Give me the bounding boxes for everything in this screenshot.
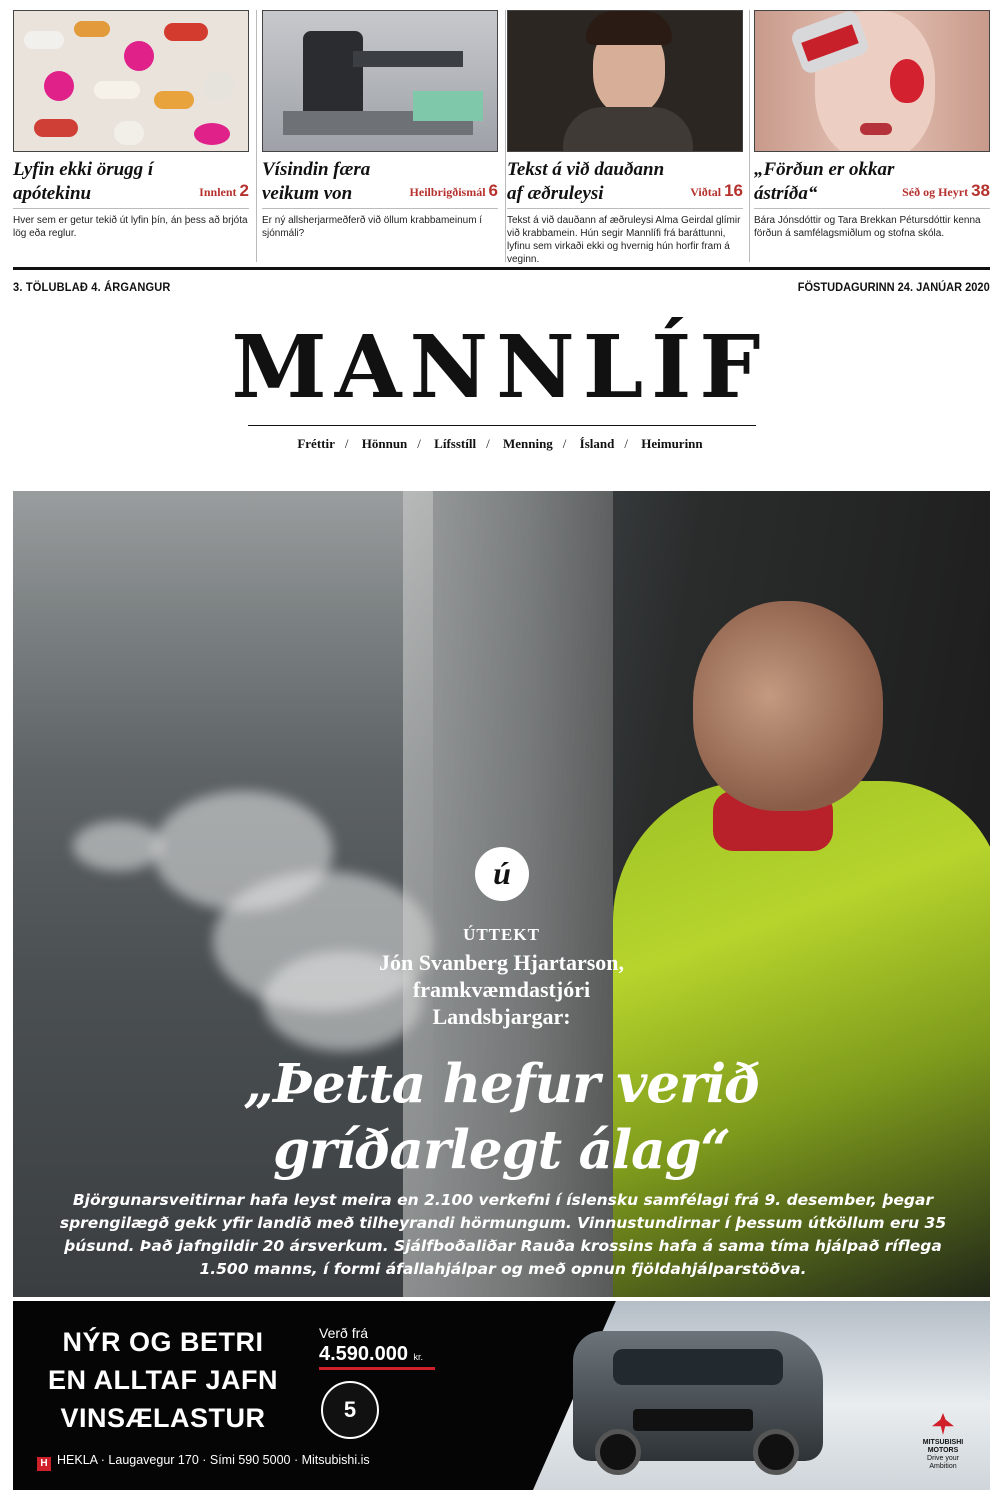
teaser-description: Tekst á við dauðann af æðruleysi Alma Geirdal glímir við krabbamein. Hún segir Mannlífi frá baráttunni, lyfinu sem virkaði ekki og hvernig hún horfir fram á veginn. — [507, 215, 741, 265]
teaser-headline: „Förðun er okkar ástríða“ Séð og Heyrt 38 — [754, 159, 990, 204]
car-advertisement[interactable] — [13, 1301, 990, 1490]
nav-item-lifsstill[interactable]: Lífsstíll — [434, 436, 477, 451]
teaser-description: Bára Jónsdóttir og Tara Brekkan Pétursdóttir kenna förðun á samfélagsmiðlum og stofna skóla. — [754, 215, 981, 239]
teaser-image-portrait — [507, 10, 743, 152]
ad-headline: NÝR OG BETRI EN ALLTAF JAFN VINSÆLASTUR — [48, 1327, 278, 1433]
hekla-logo-icon: H — [37, 1457, 51, 1471]
teaser-category: Innlent 2 — [199, 181, 249, 200]
teaser-category: Séð og Heyrt 38 — [902, 181, 990, 200]
teaser-headline: Vísindin færa veikum von Heilbrigðismál 6 — [262, 159, 498, 204]
masthead-rule — [13, 267, 990, 270]
story-kicker: ÚTTEKT — [463, 925, 540, 944]
teaser-interview[interactable] — [507, 10, 743, 265]
logo-rule — [248, 425, 756, 426]
teaser-description: Er ný allsherjarmeðferð við öllum krabbameinum í sjónmáli? — [262, 215, 483, 239]
teaser-page-number: 6 — [488, 181, 498, 200]
teaser-page-number: 2 — [239, 181, 249, 200]
teaser-image-microscope — [262, 10, 498, 152]
teaser-page-number: 16 — [724, 181, 743, 200]
mitsubishi-diamond-icon — [932, 1413, 954, 1435]
teaser-headline: Tekst á við dauðann af æðruleysi Viðtal 16 — [507, 159, 743, 204]
logo: MANNLÍF — [231, 317, 769, 418]
teaser-makeup[interactable] — [754, 10, 990, 262]
teaser-category: Viðtal 16 — [690, 181, 743, 200]
teaser-row — [13, 10, 990, 265]
warranty-badge: 5 — [321, 1381, 379, 1439]
teaser-pharmacy[interactable] — [13, 10, 249, 262]
price-label: Verð frá — [319, 1325, 369, 1341]
teaser-headline: Lyfin ekki örugg í apótekinu Innlent 2 — [13, 159, 249, 204]
teaser-image-makeup — [754, 10, 990, 152]
nav-item-honnun[interactable]: Hönnun — [361, 436, 408, 451]
feature-badge: ú — [475, 847, 529, 901]
nav-item-island[interactable]: Ísland — [579, 436, 615, 451]
story-byline: Jón Svanberg Hjartarson, framkvæmdastjóri Landsbjargar: — [378, 950, 625, 1029]
issue-number: 3. TÖLUBLAÐ 4. ÁRGANGUR — [13, 280, 171, 294]
mitsubishi-logo: MITSUBISHI MOTORS Drive your Ambition — [913, 1413, 973, 1471]
teaser-science[interactable] — [262, 10, 498, 262]
nav-item-menning[interactable]: Menning — [502, 436, 553, 451]
teaser-description: Hver sem er getur tekið út lyfin þín, án þess að brjóta lög eða reglur. — [13, 215, 248, 239]
nav-item-heimurinn[interactable]: Heimurinn — [641, 436, 703, 451]
teaser-category: Heilbrigðismál 6 — [409, 181, 498, 200]
nav-item-frettir[interactable]: Fréttir — [297, 436, 335, 451]
rescuer-head — [693, 601, 883, 811]
section-nav: Fréttir / Hönnun / Lífsstíll / Menning / Ísland / Heimurinn — [297, 436, 703, 451]
story-headline-quote: „Þetta hefur verið gríðarlegt álag“ — [243, 1053, 760, 1181]
cover-photo[interactable] — [13, 491, 990, 1297]
price-value: 4.590.000 kr. — [319, 1343, 424, 1365]
teaser-page-number: 38 — [971, 181, 990, 200]
issue-date: FÖSTUDAGURINN 24. JANÚAR 2020 — [797, 280, 990, 294]
teaser-image-pills — [13, 10, 249, 152]
ad-footer: H HEKLA · Laugavegur 170 · Sími 590 5000 · Mitsubishi.is — [37, 1453, 370, 1471]
story-lede: Björgunarsveitirnar hafa leyst meira en 2.100 verkefni í íslensku samfélagi frá 9. desember, þegar sprengilægð gekk yfir landið með tilheyrandi hörmungum. Vinnustundirnar í þessum útköllum eru 35 þúsund. Það jafngildir 20 ársverkum. Sjálfboðaliðar Rauða krossins hafa á sama tíma hjálpað ríflega 1.500 manns, í formi áfallahjálpar og með opnun fjöldahjálparstöðva. — [59, 1191, 947, 1278]
